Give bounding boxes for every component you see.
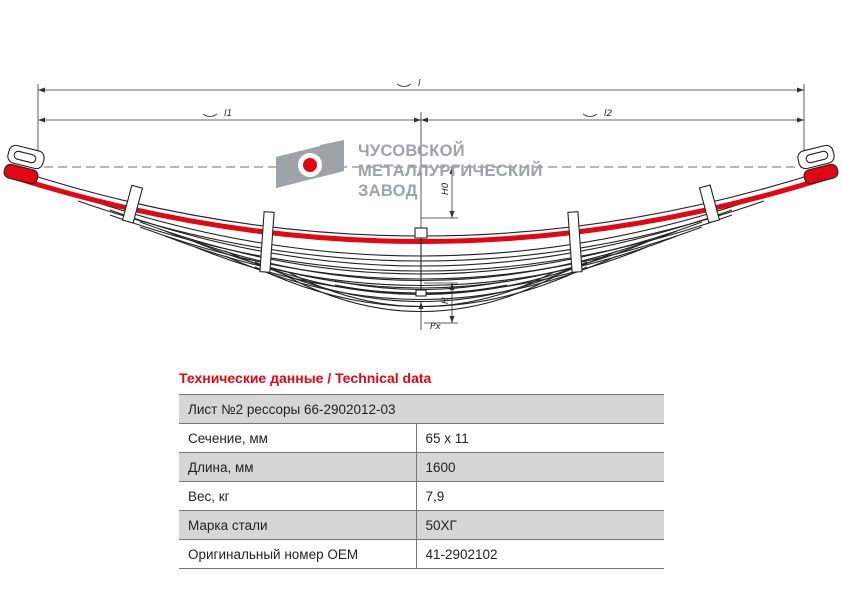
logo-line-1: ЧУСОВСКОЙ [358,142,465,160]
row-value: 41-2902102 [416,540,664,569]
dim-label-l1: l1 [224,109,233,119]
row-label: Длина, мм [179,453,416,482]
spec-table [179,394,664,569]
row-value: 65 x 11 [416,424,664,453]
force-label-px: Px [430,322,441,332]
dim-label-h: H [441,297,451,304]
logo-line-2: МЕТАЛЛУРГИЧЕСКИЙ [358,162,543,180]
table-row [179,482,664,511]
table-row [179,453,664,482]
row-value: 50ХГ [416,511,664,540]
row-label: Вес, кг [179,482,416,511]
table-row [179,540,664,569]
table-row [179,511,664,540]
table-header-row [179,395,664,424]
technical-data-title: Технические данные / Technical data [179,370,432,386]
row-label: Оригинальный номер OEM [179,540,416,569]
part-name: Лист №2 рессоры 66-2902012-03 [179,395,664,424]
row-label: Марка стали [179,511,416,540]
row-label: Сечение, мм [179,424,416,453]
spring-eye-right [796,144,839,185]
dim-label-h0: H0 [441,182,451,195]
factory-logo-icon [276,140,344,188]
spring-eye-left [3,144,46,185]
dim-label-l: l [418,79,421,89]
row-value: 1600 [416,453,664,482]
row-value: 7,9 [416,482,664,511]
dim-label-l2: l2 [604,109,613,119]
table-row [179,424,664,453]
logo-line-3: ЗАВОД [358,182,418,200]
